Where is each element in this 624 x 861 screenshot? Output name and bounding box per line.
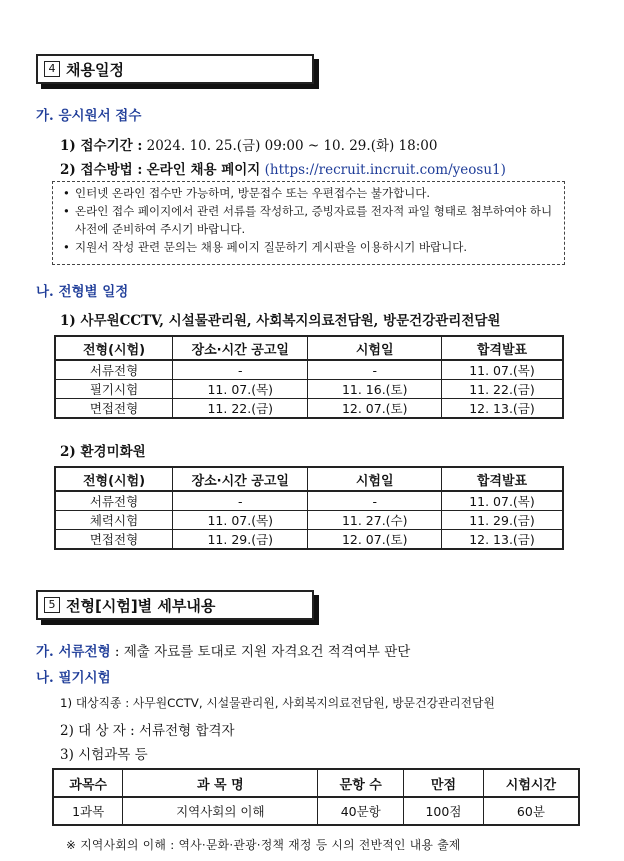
table-cell: 60분 bbox=[483, 797, 579, 825]
apply-period-line bbox=[60, 134, 437, 154]
col-header: 전형(시험) bbox=[55, 336, 173, 360]
table-cell: 11. 29.(금) bbox=[173, 530, 308, 550]
schedule-table-1 bbox=[54, 335, 564, 419]
table-row bbox=[55, 360, 563, 380]
table-row bbox=[55, 530, 563, 550]
table-cell: 100점 bbox=[404, 797, 484, 825]
col-header: 합격발표 bbox=[441, 336, 563, 360]
apply-method-line bbox=[60, 158, 506, 178]
table-cell: 지역사회의 이해 bbox=[123, 797, 318, 825]
schedule-group2-title: 2) 환경미화원 bbox=[60, 444, 146, 460]
table-cell: 면접전형 bbox=[55, 399, 173, 419]
apply-period-value: 2024. 10. 25.(금) 09:00 ~ 10. 29.(화) 18:00 bbox=[146, 138, 438, 154]
col-header: 문항 수 bbox=[318, 769, 404, 797]
schedule-table-2 bbox=[54, 466, 564, 550]
table-cell: 11. 29.(금) bbox=[441, 511, 563, 530]
exam-footnote: ※ 지역사회의 이해 : 역사·문화·관광·정책 재정 등 시의 전반적인 내용 출제 bbox=[66, 838, 461, 852]
table-cell: 필기시험 bbox=[55, 380, 173, 399]
section-5b-heading: 나. 필기시험 bbox=[36, 670, 111, 686]
col-header: 장소·시간 공고일 bbox=[173, 336, 308, 360]
col-header: 시험일 bbox=[308, 467, 441, 491]
section-5a-heading: 가. 서류전형 bbox=[36, 644, 111, 660]
section-5-number: 5 bbox=[44, 597, 60, 613]
col-header: 시험일 bbox=[308, 336, 441, 360]
col-header: 만점 bbox=[404, 769, 484, 797]
section-5a-line bbox=[36, 640, 410, 660]
table-cell: - bbox=[308, 491, 441, 511]
exam-target-jobs: 1) 대상직종 : 사무원CCTV, 시설물관리원, 사회복지의료전담원, 방문건강관리전담원 bbox=[60, 696, 495, 710]
section-4-title: 채용일정 bbox=[66, 60, 124, 79]
table-row bbox=[55, 491, 563, 511]
table-cell: 11. 22.(금) bbox=[173, 399, 308, 419]
table-cell: 12. 07.(토) bbox=[308, 530, 441, 550]
table-cell: 11. 07.(목) bbox=[441, 491, 563, 511]
table-cell: 1과목 bbox=[53, 797, 123, 825]
table-cell: 11. 16.(토) bbox=[308, 380, 441, 399]
table-cell: 12. 13.(금) bbox=[441, 530, 563, 550]
exam-subjects-label: 3) 시험과목 등 bbox=[60, 747, 148, 763]
note-item: • 온라인 접수 페이지에서 관련 서류를 작성하고, 증빙자료를 전자적 파일 형태로 첨부하여야 하니 사전에 준비하여 주시기 바랍니다. bbox=[63, 202, 556, 238]
apply-method-label: 2) 접수방법 : bbox=[60, 162, 143, 178]
col-header: 시험시간 bbox=[483, 769, 579, 797]
table-cell: 11. 07.(목) bbox=[441, 360, 563, 380]
table-cell: - bbox=[173, 360, 308, 380]
section-5-header bbox=[36, 590, 314, 620]
col-header: 장소·시간 공고일 bbox=[173, 467, 308, 491]
table-cell: - bbox=[308, 360, 441, 380]
exam-subject-table bbox=[52, 768, 580, 826]
table-cell: 서류전형 bbox=[55, 491, 173, 511]
apply-notes-box bbox=[52, 181, 565, 265]
apply-period-label: 1) 접수기간 : bbox=[60, 138, 143, 154]
exam-target-people: 2) 대 상 자 : 서류전형 합격자 bbox=[60, 723, 235, 739]
table-row bbox=[55, 380, 563, 399]
section-4-number: 4 bbox=[44, 61, 60, 77]
section-5a-text: : 제출 자료를 토대로 지원 자격요건 적격여부 판단 bbox=[114, 644, 411, 660]
col-header: 합격발표 bbox=[441, 467, 563, 491]
table-cell: 11. 27.(수) bbox=[308, 511, 441, 530]
table-cell: 11. 07.(목) bbox=[173, 380, 308, 399]
table-cell: - bbox=[173, 491, 308, 511]
table-row bbox=[53, 797, 579, 825]
section-4a-heading: 가. 응시원서 접수 bbox=[36, 108, 142, 124]
table-cell: 40문항 bbox=[318, 797, 404, 825]
table-cell: 체력시험 bbox=[55, 511, 173, 530]
col-header: 전형(시험) bbox=[55, 467, 173, 491]
table-row bbox=[55, 511, 563, 530]
section-4b-heading: 나. 전형별 일정 bbox=[36, 284, 129, 300]
table-cell: 12. 07.(토) bbox=[308, 399, 441, 419]
note-item: • 인터넷 온라인 접수만 가능하며, 방문접수 또는 우편접수는 불가합니다. bbox=[63, 184, 556, 202]
table-cell: 면접전형 bbox=[55, 530, 173, 550]
table-cell: 11. 22.(금) bbox=[441, 380, 563, 399]
table-cell: 서류전형 bbox=[55, 360, 173, 380]
table-row bbox=[55, 399, 563, 419]
apply-method-value: 온라인 채용 페이지 bbox=[146, 162, 261, 178]
col-header: 과목수 bbox=[53, 769, 123, 797]
section-4-header bbox=[36, 54, 314, 84]
section-5-title: 전형[시험]별 세부내용 bbox=[66, 596, 216, 615]
note-item: • 지원서 작성 관련 문의는 채용 페이지 질문하기 게시판을 이용하시기 바랍니다. bbox=[63, 238, 556, 256]
apply-url-link[interactable]: (https://recruit.incruit.com/yeosu1) bbox=[264, 162, 506, 178]
table-cell: 11. 07.(목) bbox=[173, 511, 308, 530]
table-cell: 12. 13.(금) bbox=[441, 399, 563, 419]
schedule-group1-title: 1) 사무원CCTV, 시설물관리원, 사회복지의료전담원, 방문건강관리전담원 bbox=[60, 313, 501, 329]
col-header: 과 목 명 bbox=[123, 769, 318, 797]
